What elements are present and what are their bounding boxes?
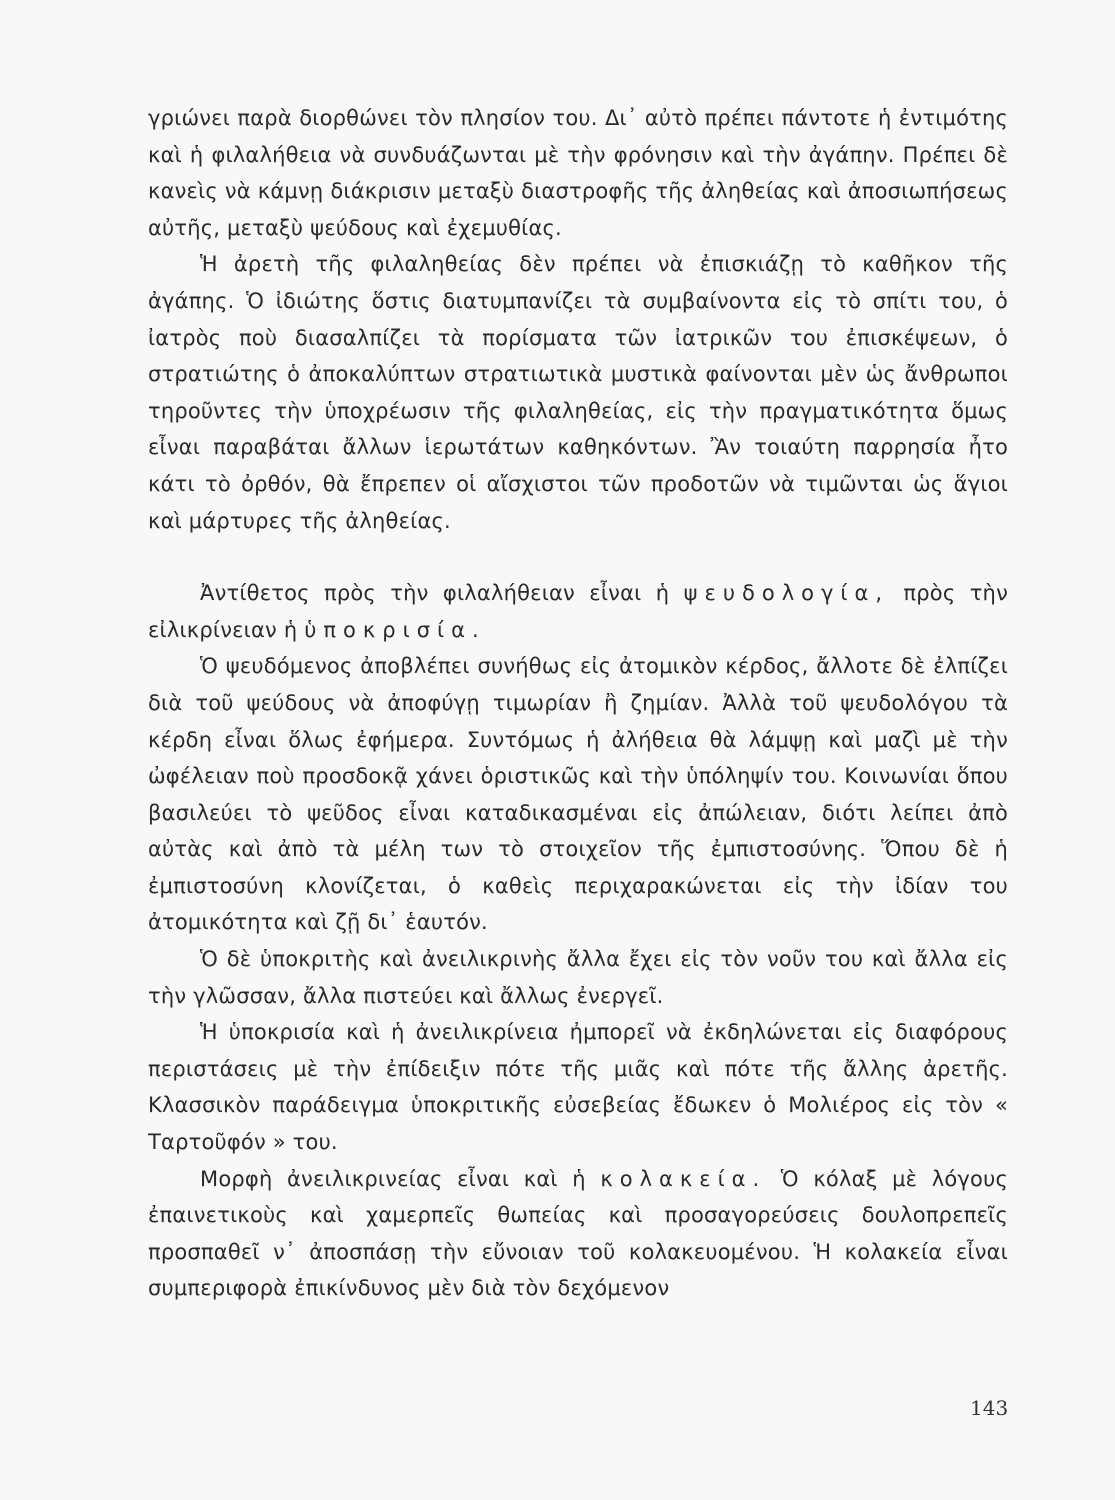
paragraph-7-lead: Μορφὴ ἀνειλικρινείας εἶναι καὶ ἡ <box>200 1166 586 1191</box>
paragraph-3-lead: Ἀντίθετος πρὸς τὴν φιλαλήθειαν εἶναι ἡ <box>200 581 670 606</box>
paragraph-1: γριώνει παρὰ διορθώνει τὸν πλησίον του. Δι᾽ αὐτὸ πρέπει πάντοτε ἡ ἐντιμότης καὶ ἡ φιλαλήθεια νὰ συνδυάζωνται μὲ τὴν φρόνησιν καὶ τὴν ἀγάπην. Πρέπει δὲ κανεὶς νὰ κάμνῃ διάκρισιν μεταξὺ διαστροφῆς τῆς ἀληθείας καὶ ἀποσιωπήσεως αὐτῆς, μεταξὺ ψεύδους καὶ ἐχεμυθίας. <box>148 106 1008 240</box>
paragraph-7-rest: Ὁ κόλαξ μὲ λόγους ἐπαινετικοὺς καὶ χαμερπεῖς θωπείας καὶ προσαγορεύσεις δουλοπρεπεῖς προσπαθεῖ ν᾽ ἀποσπάσῃ τὴν εὔνοιαν τοῦ κολακευομένου. Ἡ κολακεία εἶναι συμπεριφορὰ ἐπικίνδυνος μὲν διὰ τὸν δεχόμενον <box>148 1166 1008 1301</box>
paragraph-4: Ὁ ψευδόμενος ἀποβλέπει συνήθως εἰς ἀτομικὸν κέρδος, ἄλλοτε δὲ ἐλπίζει διὰ τοῦ ψεύδους νὰ ἀποφύγῃ τιμωρίαν ἢ ζημίαν. Ἀλλὰ τοῦ ψευδολόγου τὰ κέρδη εἶναι ὅλως ἐφήμερα. Συντόμως ἡ ἀλήθεια θὰ λάμψῃ καὶ μαζὶ μὲ τὴν ὠφέλειαν ποὺ προσδοκᾷ χάνει ὁριστικῶς καὶ τὴν ὑπόληψίν του. Κοινωνίαι ὅπου βασιλεύει τὸ ψεῦδος εἶναι καταδικασμέναι εἰς ἀπώλειαν, διότι λείπει ἀπὸ αὐτὰς καὶ ἀπὸ τὰ μέλη των τὸ στοιχεῖον τῆς ἐμπιστοσύνης. Ὅπου δὲ ἡ ἐμπιστοσύνη κλονίζεται, ὁ καθεὶς περιχαρακώνεται εἰς τὴν ἰδίαν του ἀτομικότητα καὶ ζῇ δι᾽ ἑαυτόν. <box>148 654 1008 935</box>
term-ypokrisia: ὑποκρισία. <box>304 617 486 642</box>
page-number: 143 <box>970 1396 1009 1420</box>
term-pseudologia: ψευδολογία, <box>683 581 890 606</box>
page-body <box>148 100 1008 1307</box>
paragraph-6: Ἡ ὑποκρισία καὶ ἡ ἀνειλικρίνεια ἠμπορεῖ νὰ ἐκδηλώνεται εἰς διαφόρους περιστάσεις μὲ τὴν ἐπίδειξιν πότε τῆς μιᾶς καὶ πότε τῆς ἄλλης ἀρετῆς. Κλασσικὸν παράδειγμα ὑποκριτικῆς εὐσεβείας ἔδωκεν ὁ Μολιέρος εἰς τὸν « Ταρτοῦφόν » του. <box>148 1020 1008 1155</box>
term-kolakeia: κολακεία. <box>600 1166 767 1191</box>
paragraph-3 <box>148 575 1008 648</box>
paragraph-3-mid: πρὸς τὴν εἰλικρίνειαν ἡ <box>148 581 1008 642</box>
paragraph-5: Ὁ δὲ ὑποκριτὴς καὶ ἀνειλικρινὴς ἄλλα ἔχει εἰς τὸν νοῦν του καὶ ἄλλα εἰς τὴν γλῶσσαν, ἄλλα πιστεύει καὶ ἄλλως ἐνεργεῖ. <box>148 947 1008 1008</box>
paragraph-2: Ἡ ἀρετὴ τῆς φιλαληθείας δὲν πρέπει νὰ ἐπισκιάζῃ τὸ καθῆκον τῆς ἀγάπης. Ὁ ἰδιώτης ὅστις διατυμπανίζει τὰ συμβαίνοντα εἰς τὸ σπίτι του, ὁ ἰατρὸς ποὺ διασαλπίζει τὰ πορίσματα τῶν ἰατρικῶν του ἐπισκέψεων, ὁ στρατιώτης ὁ ἀποκαλύπτων στρατιωτικὰ μυστικὰ φαίνονται μὲν ὡς ἄνθρωποι τηροῦντες τὴν ὑποχρέωσιν τῆς φιλαληθείας, εἰς τὴν πραγματικότητα ὅμως εἶναι παραβάται ἄλλων ἱερωτάτων καθηκόντων. Ἂν τοιαύτη παρρησία ἦτο κάτι τὸ ὀρθόν, θὰ ἔπρεπεν οἱ αἴσχιστοι τῶν προδοτῶν νὰ τιμῶνται ὡς ἅγιοι καὶ μάρτυρες τῆς ἀληθείας. <box>148 252 1008 533</box>
paragraph-7 <box>148 1161 1008 1307</box>
